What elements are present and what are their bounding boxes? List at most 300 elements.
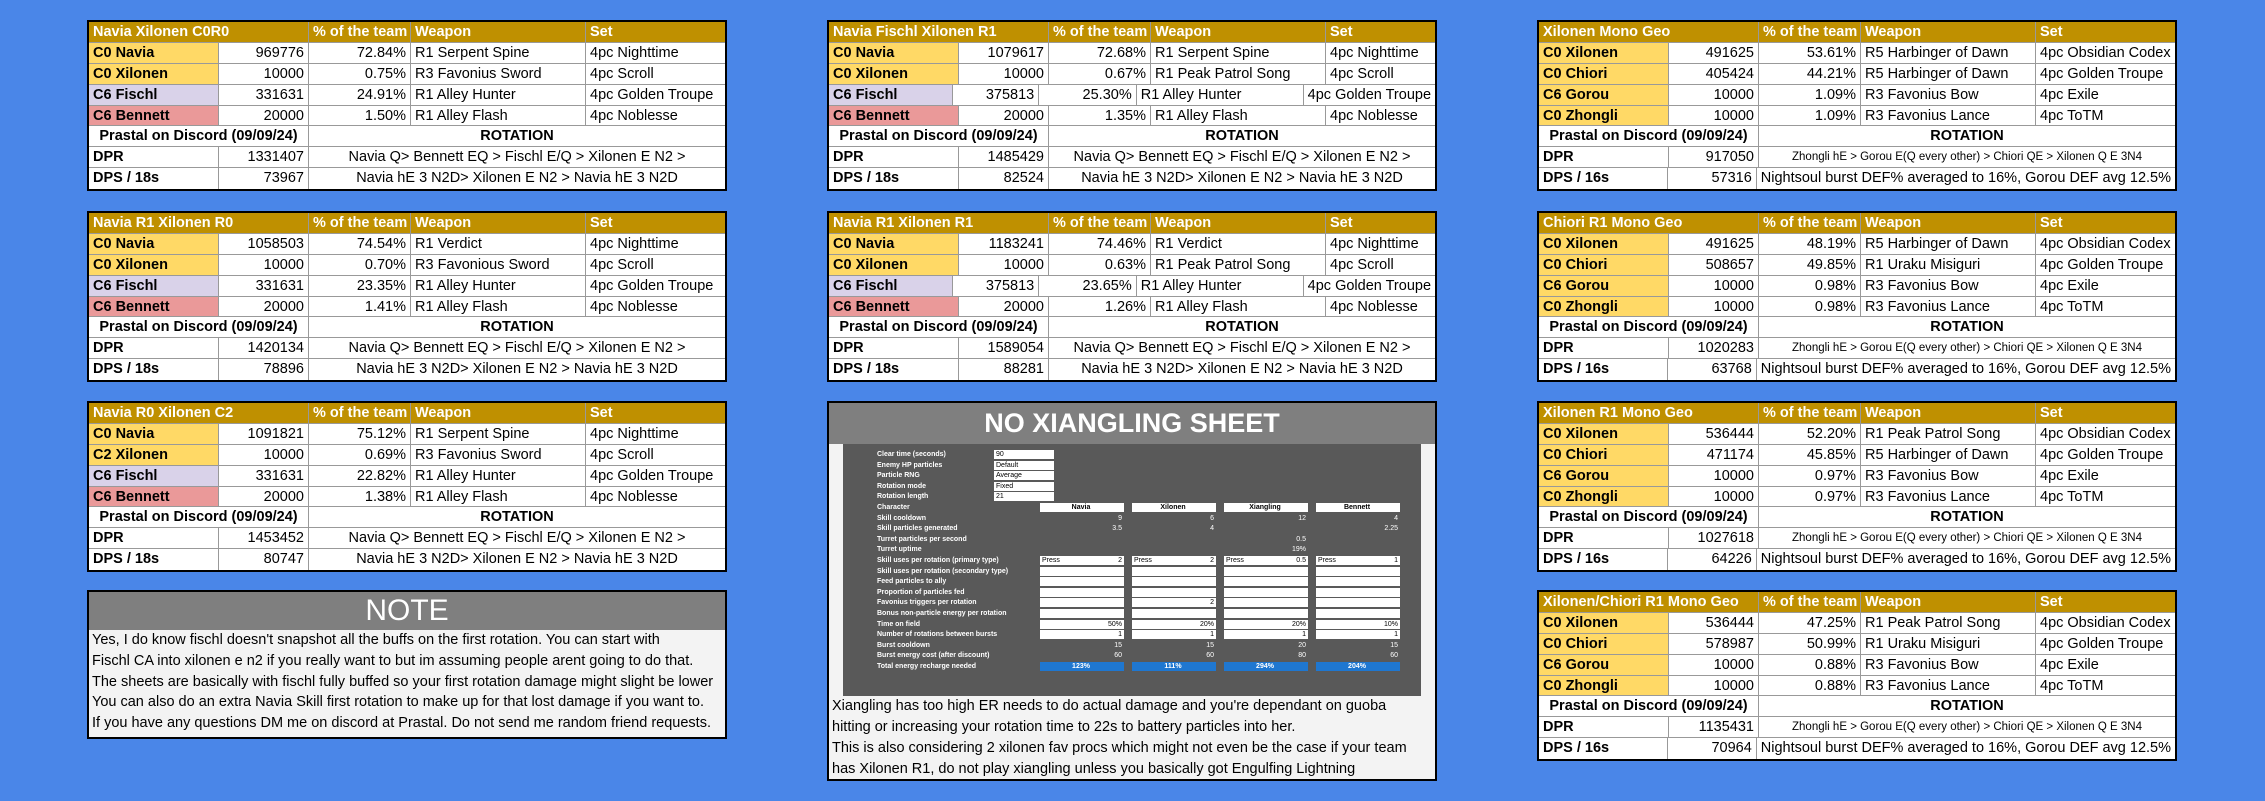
sheet-row [843,609,1421,619]
rotation-line: Navia hE 3 N2D> Xilonen E N2 > Navia hE 3 N2D [309,359,725,380]
table-header-row [1539,592,2175,613]
sheet-cell [1132,620,1216,629]
sheet-cell-value: 0.5 [1296,535,1306,543]
sheet-input-label: Particle RNG [877,472,920,480]
credit-row [89,507,725,528]
damage-value: 20000 [219,297,309,317]
character-row [1539,64,2175,85]
pct-header: % of the team [309,22,411,42]
dpr-label: DPR [89,528,219,548]
character-name: C0 Navia [89,234,219,254]
sheet-cell [1132,630,1216,639]
sheet-cell [1224,514,1308,523]
character-name: C0 Xilonen [829,64,959,84]
artifact-set: 4pc ToTM [2036,297,2175,317]
artifact-set: 4pc Golden Troupe [2036,445,2175,465]
set-header: Set [586,403,725,423]
damage-value: 20000 [959,297,1049,317]
character-name: C6 Bennett [89,106,219,126]
dps-row [1539,738,2175,759]
weapon-name: R1 Serpent Spine [1151,43,1326,63]
damage-value: 491625 [1669,43,1759,63]
dps-value: 70964 [1668,738,1757,759]
sheet-cell [1224,641,1308,650]
team-percent: 48.19% [1759,234,1861,254]
dps-value: 73967 [219,168,309,189]
team-percent: 1.09% [1759,85,1861,105]
rotation-line: Navia Q> Bennett EQ > Fischl E/Q > Xilonen E N2 > [1049,338,1435,358]
character-row [1539,655,2175,676]
weapon-header: Weapon [411,403,586,423]
dps-row [1539,549,2175,570]
damage-value: 536444 [1669,424,1759,444]
note-line: The sheets are basically with fischl fully buffed so your first rotation damage might slight be lower [92,673,714,690]
sheet-row [843,567,1421,577]
sheet-cell [1040,598,1124,607]
character-row [1539,106,2175,127]
sheet-row [843,641,1421,651]
dps-row [829,359,1435,380]
sheet-cell [1224,567,1308,576]
sheet-cell-value: 50% [1107,620,1122,628]
character-row [89,43,725,64]
credit-text: Prastal on Discord (09/09/24) [1539,507,1759,527]
character-row [1539,43,2175,64]
sheet-cell-value: 60 [1390,652,1398,660]
sheet-cell [1040,651,1124,660]
table-title: Xilonen Mono Geo [1539,22,1759,42]
no-xiangling-panel [827,401,1437,781]
sheet-cell [1132,535,1216,544]
artifact-set: 4pc Obsidian Codex [2036,613,2175,633]
artifact-set: 4pc Exile [2036,85,2175,105]
sheet-cell-value: 3.5 [1112,525,1122,533]
team-percent: 75.12% [309,424,411,444]
sheet-cell [1132,577,1216,586]
damage-value: 10000 [1669,487,1759,507]
character-row [89,297,725,318]
dps-label: DPS / 18s [89,549,219,570]
sheet-cell-prefix: Press [1226,557,1244,564]
sheet-cell-value: 4 [1394,514,1398,522]
sheet-cell [1132,545,1216,554]
weapon-name: R3 Favonius Lance [1861,106,2036,126]
sheet-character-row [843,503,1421,513]
character-name: C0 Zhongli [1539,106,1669,126]
character-row [1539,466,2175,487]
sheet-cell-value: 0.5 [1296,557,1306,564]
artifact-set: 4pc ToTM [2036,106,2175,126]
sheet-cell-value: 4 [1210,525,1214,533]
sheet-row-label: Skill cooldown [877,514,927,522]
character-row [89,85,725,106]
character-row [89,466,725,487]
sheet-total-label: Total energy recharge needed [877,663,977,670]
damage-value: 20000 [219,106,309,126]
weapon-header: Weapon [1861,592,2036,612]
weapon-name: R5 Harbinger of Dawn [1861,445,2036,465]
artifact-set: 4pc Golden Troupe [1304,276,1435,296]
rotation-label: ROTATION [309,126,725,146]
credit-row [1539,696,2175,717]
character-name: C0 Navia [829,234,959,254]
character-row [89,255,725,276]
rotation-line: Zhongli hE > Gorou E(Q every other) > Chiori QE > Xilonen Q E 3N4 [1759,338,2175,358]
character-row [1539,255,2175,276]
sheet-cell-value: 15 [1206,641,1214,649]
damage-value: 491625 [1669,234,1759,254]
artifact-set: 4pc Nighttime [1326,43,1435,63]
character-row [829,255,1435,276]
sheet-row [843,577,1421,587]
note-line: Fischl CA into xilonen e n2 if you really want to but im assuming people arent going to do that. [92,652,694,669]
team-table [87,401,727,572]
sheet-cell-value: 60 [1114,652,1122,660]
character-name: C0 Xilonen [1539,613,1669,633]
team-percent: 0.88% [1759,655,1861,675]
dpr-label: DPR [1539,147,1669,167]
artifact-set: 4pc Noblesse [1326,106,1435,126]
dpr-row [1539,717,2175,738]
sheet-cell [1316,609,1400,618]
team-percent: 47.25% [1759,613,1861,633]
damage-value: 375813 [953,276,1039,296]
dpr-value: 917050 [1669,147,1759,167]
no-xiangling-line: Xiangling has too high ER needs to do actual damage and you're dependant on guoba [832,698,1387,714]
table-header-row [829,213,1435,234]
sheet-cell [1224,630,1308,639]
rotation-line: Zhongli hE > Gorou E(Q every other) > Chiori QE > Xilonen Q E 3N4 [1759,717,2175,737]
team-percent: 52.20% [1759,424,1861,444]
damage-value: 536444 [1669,613,1759,633]
rotation-line: Zhongli hE > Gorou E(Q every other) > Chiori QE > Xilonen Q E 3N4 [1759,528,2175,548]
dps-label: DPS / 18s [829,359,959,380]
rotation-label: ROTATION [1049,126,1435,146]
rotation-label: ROTATION [1759,126,2175,146]
note-panel [87,590,727,739]
dps-row [89,549,725,570]
team-percent: 45.85% [1759,445,1861,465]
weapon-name: R1 Alley Hunter [411,466,586,486]
sheet-cell-value: 6 [1210,514,1214,522]
sheet-input-value: Average [994,471,1054,480]
sheet-cell-prefix: Press [1318,557,1336,564]
table-header-row [1539,403,2175,424]
weapon-header: Weapon [411,213,586,233]
weapon-name: R1 Alley Hunter [1137,276,1304,296]
damage-value: 471174 [1669,445,1759,465]
damage-value: 10000 [219,64,309,84]
character-name: C6 Gorou [1539,85,1669,105]
artifact-set: 4pc Golden Troupe [586,276,725,296]
weapon-name: R3 Favonius Lance [1861,297,2036,317]
weapon-header: Weapon [411,22,586,42]
sheet-cell [1316,524,1400,533]
damage-value: 10000 [1669,466,1759,486]
weapon-header: Weapon [1861,403,2036,423]
sheet-cell-value: 15 [1390,641,1398,649]
character-name: C6 Bennett [89,487,219,507]
character-row [1539,676,2175,697]
team-table [87,211,727,382]
character-name: C6 Gorou [1539,276,1669,296]
character-name: C6 Bennett [829,297,959,317]
table-title: Navia Fischl Xilonen R1 [829,22,1049,42]
artifact-set: 4pc Exile [2036,466,2175,486]
table-header-row [89,22,725,43]
sheet-row [843,524,1421,534]
artifact-set: 4pc Golden Troupe [2036,255,2175,275]
weapon-name: R1 Alley Flash [411,106,586,126]
sheet-cell-value: 2 [1210,557,1214,564]
sheet-cell-value: 2 [1210,599,1214,607]
sheet-cell [1224,620,1308,629]
team-percent: 1.50% [309,106,411,126]
dpr-label: DPR [1539,338,1669,358]
dpr-value: 1453452 [219,528,309,548]
weapon-name: R1 Alley Flash [411,487,586,507]
damage-value: 331631 [219,276,309,296]
dps-label: DPS / 18s [89,168,219,189]
character-name: C0 Zhongli [1539,487,1669,507]
damage-value: 10000 [1669,676,1759,696]
sheet-cell [1224,545,1308,554]
rotation-line: Zhongli hE > Gorou E(Q every other) > Chiori QE > Xilonen Q E 3N4 [1759,147,2175,167]
artifact-set: 4pc Obsidian Codex [2036,424,2175,444]
sheet-cell [1224,556,1308,565]
artifact-set: 4pc Scroll [586,64,725,84]
sheet-row-label: Turret uptime [877,546,922,554]
sheet-input-row [843,482,1421,492]
artifact-set: 4pc Noblesse [586,106,725,126]
team-percent: 50.99% [1759,634,1861,654]
sheet-cell-value: 12 [1298,514,1306,522]
damage-value: 331631 [219,466,309,486]
artifact-set: 4pc Obsidian Codex [2036,43,2175,63]
sheet-cell [1132,609,1216,618]
sheet-cell [1132,588,1216,597]
team-table [87,20,727,191]
sheet-cell [1316,567,1400,576]
dpr-row [1539,147,2175,168]
character-row [829,297,1435,318]
table-header-row [89,213,725,234]
team-percent: 0.98% [1759,297,1861,317]
rotation-label: ROTATION [1759,696,2175,716]
damage-value: 578987 [1669,634,1759,654]
character-row [89,487,725,508]
rotation-line: Navia hE 3 N2D> Xilonen E N2 > Navia hE 3 N2D [309,168,725,189]
note-line: You can also do an extra Navia Skill first rotation to make up for that lost damage if you want to. [92,694,705,711]
set-header: Set [586,22,725,42]
team-percent: 49.85% [1759,255,1861,275]
note-line: If you have any questions DM me on discord at Prastal. Do not send me random friend requests. [92,715,711,732]
sheet-input-value: 21 [994,492,1054,501]
set-header: Set [2036,213,2175,233]
rotation-line: Navia hE 3 N2D> Xilonen E N2 > Navia hE 3 N2D [309,549,725,570]
dpr-row [829,338,1435,359]
note-line: Yes, I do know fischl doesn't snapshot all the buffs on the first rotation. You can start with [92,632,660,648]
artifact-set: 4pc Noblesse [1326,297,1435,317]
character-row [89,445,725,466]
rotation-line: Navia Q> Bennett EQ > Fischl E/Q > Xilonen E N2 > [309,147,725,167]
damage-value: 969776 [219,43,309,63]
damage-value: 20000 [959,106,1049,126]
no-xiangling-line: hitting or increasing your rotation time to 22s to battery particles into her. [832,719,1296,735]
sheet-total-row [843,662,1421,672]
character-row [829,43,1435,64]
team-table [1537,211,2177,382]
table-title: Navia R0 Xilonen C2 [89,403,309,423]
team-percent: 0.97% [1759,466,1861,486]
pct-header: % of the team [1759,22,1861,42]
weapon-name: R5 Harbinger of Dawn [1861,43,2036,63]
character-name: C0 Xilonen [89,255,219,275]
damage-value: 1058503 [219,234,309,254]
character-name: C6 Gorou [1539,655,1669,675]
sheet-cell [1040,556,1124,565]
weapon-name: R1 Serpent Spine [411,43,586,63]
artifact-set: 4pc Golden Troupe [2036,64,2175,84]
dps-value: 80747 [219,549,309,570]
team-percent: 72.68% [1049,43,1151,63]
rotation-line: Navia hE 3 N2D> Xilonen E N2 > Navia hE 3 N2D [1049,168,1435,189]
team-table [1537,401,2177,572]
character-name: C0 Zhongli [1539,297,1669,317]
sheet-row [843,620,1421,630]
weapon-name: R1 Peak Patrol Song [1861,424,2036,444]
artifact-set: 4pc Nighttime [1326,234,1435,254]
sheet-input-label: Rotation mode [877,482,926,490]
sheet-cell [1224,535,1308,544]
note-title: NOTE [89,592,725,630]
sheet-cell [1224,524,1308,533]
sheet-input-row [843,471,1421,481]
character-name: C0 Xilonen [829,255,959,275]
sheet-cell [1132,514,1216,523]
weapon-name: R1 Alley Hunter [411,276,586,296]
sheet-cell [1316,556,1400,565]
dpr-row [1539,338,2175,359]
sheet-cell-value: 10% [1383,620,1398,628]
sheet-cell-value: 1 [1210,631,1214,639]
table-title: Xilonen R1 Mono Geo [1539,403,1759,423]
dpr-row [89,147,725,168]
artifact-set: 4pc Golden Troupe [586,466,725,486]
credit-row [829,317,1435,338]
artifact-set: 4pc Exile [2036,276,2175,296]
credit-row [89,126,725,147]
rotation-label: ROTATION [1049,317,1435,337]
character-name: C6 Bennett [829,106,959,126]
sheet-character-name: Xiangling [1224,503,1308,512]
character-row [89,234,725,255]
dps-value: 88281 [959,359,1049,380]
table-header-row [1539,22,2175,43]
character-row [829,85,1435,106]
character-name: C0 Xilonen [89,64,219,84]
sheet-cell-value: 1 [1302,631,1306,639]
weapon-name: R1 Peak Patrol Song [1151,255,1326,275]
table-title: Xilonen/Chiori R1 Mono Geo [1539,592,1759,612]
dps-label: DPS / 16s [1539,549,1668,570]
team-percent: 24.91% [309,85,411,105]
sheet-row [843,598,1421,608]
sheet-total-value: 204% [1316,662,1400,671]
sheet-cell [1316,651,1400,660]
sheet-cell-value: 60 [1206,652,1214,660]
weapon-name: R1 Serpent Spine [411,424,586,444]
credit-row [1539,317,2175,338]
team-percent: 23.65% [1039,276,1137,296]
weapon-header: Weapon [1861,213,2036,233]
pct-header: % of the team [1049,22,1151,42]
artifact-set: 4pc Scroll [586,445,725,465]
damage-value: 375813 [953,85,1039,105]
character-row [829,234,1435,255]
character-name: C0 Chiori [1539,445,1669,465]
weapon-name: R1 Uraku Misiguri [1861,255,2036,275]
dpr-value: 1420134 [219,338,309,358]
weapon-header: Weapon [1151,22,1326,42]
character-name: C6 Bennett [89,297,219,317]
team-percent: 1.09% [1759,106,1861,126]
no-xiangling-line: This is also considering 2 xilonen fav procs which might not even be the case if your team [832,740,1407,756]
sheet-cell-value: 1 [1394,557,1398,564]
rotation-label: ROTATION [309,317,725,337]
damage-value: 405424 [1669,64,1759,84]
sheet-cell [1224,598,1308,607]
sheet-input-label: Enemy HP particles [877,461,943,469]
table-header-row [829,22,1435,43]
dpr-row [89,528,725,549]
damage-value: 10000 [1669,276,1759,296]
sheet-row-label: Proportion of particles fed [877,588,965,596]
sheet-cell [1316,545,1400,554]
character-row [1539,424,2175,445]
sheet-cell [1316,598,1400,607]
sheet-cell [1040,577,1124,586]
sheet-cell [1316,641,1400,650]
damage-value: 331631 [219,85,309,105]
rotation-line: Nightsoul burst DEF% averaged to 16%, Gorou DEF avg 12.5% [1757,168,2175,189]
dps-row [1539,359,2175,380]
artifact-set: 4pc Scroll [1326,64,1435,84]
weapon-name: R3 Favonious Sword [411,255,586,275]
character-row [1539,487,2175,508]
artifact-set: 4pc Golden Troupe [586,85,725,105]
artifact-set: 4pc Exile [2036,655,2175,675]
sheet-row [843,535,1421,545]
dpr-row [829,147,1435,168]
dpr-row [1539,528,2175,549]
table-header-row [1539,213,2175,234]
set-header: Set [1326,22,1435,42]
damage-value: 1183241 [959,234,1049,254]
weapon-name: R3 Favonius Lance [1861,676,2036,696]
damage-value: 10000 [959,255,1049,275]
character-row [1539,85,2175,106]
weapon-name: R5 Harbinger of Dawn [1861,234,2036,254]
team-percent: 74.54% [309,234,411,254]
character-row [1539,445,2175,466]
sheet-input-label: Rotation length [877,493,929,501]
team-percent: 0.75% [309,64,411,84]
team-percent: 23.35% [309,276,411,296]
pct-header: % of the team [1049,213,1151,233]
artifact-set: 4pc ToTM [2036,487,2175,507]
weapon-name: R3 Favonius Bow [1861,276,2036,296]
